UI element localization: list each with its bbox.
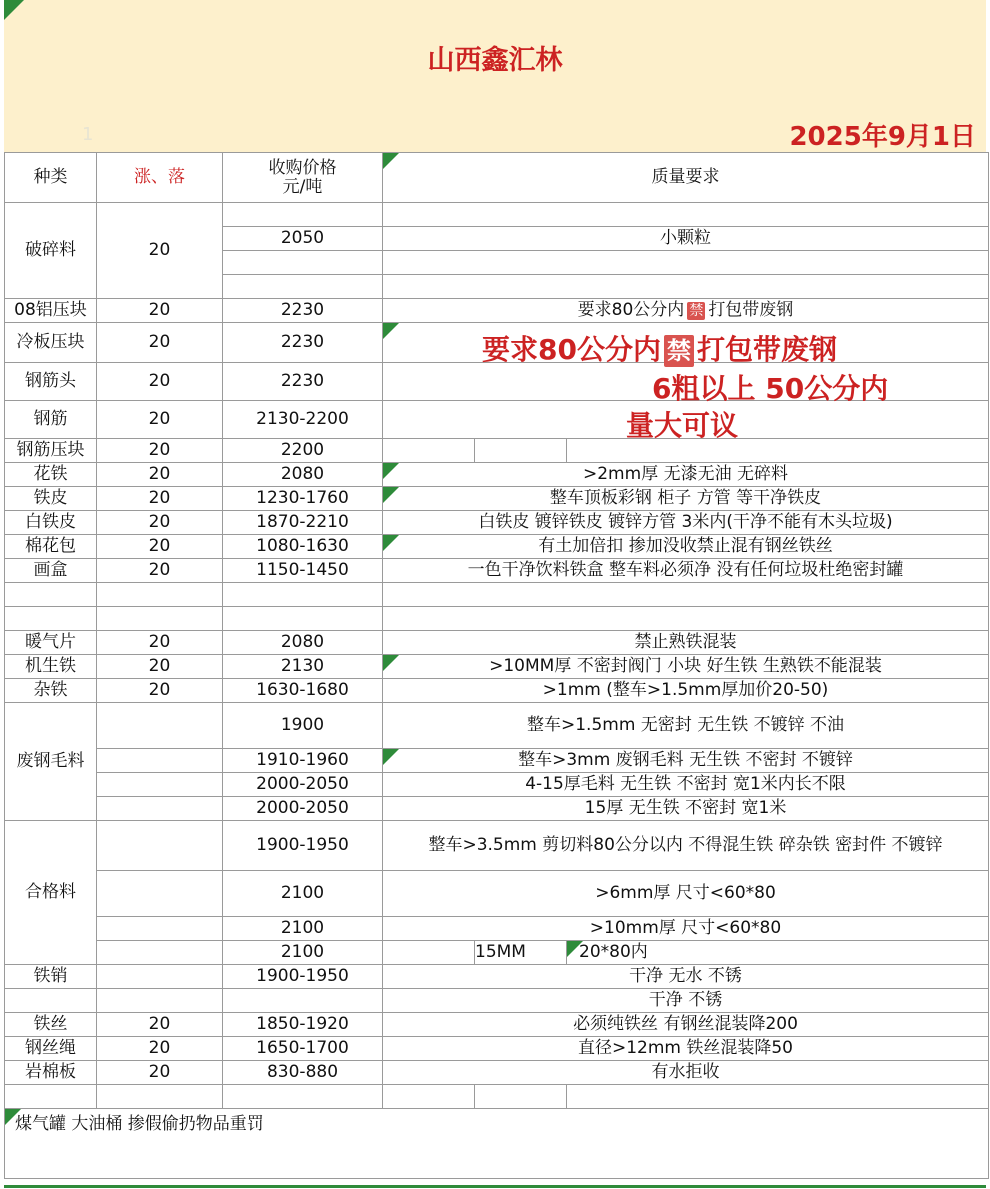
row-name: 铁皮	[5, 487, 97, 511]
corner-triangle-icon	[383, 463, 399, 479]
row-quality-part: 20*80内	[567, 941, 989, 965]
table-row	[5, 1085, 989, 1109]
row-quality: 必须纯铁丝 有钢丝混装降200	[383, 1013, 989, 1037]
bottom-border	[4, 1185, 986, 1188]
row-change: 20	[97, 655, 223, 679]
row-price: 1900	[223, 703, 383, 749]
table-row	[5, 511, 989, 535]
row-name: 钢筋压块	[5, 439, 97, 463]
row-quality: 15厚 无生铁 不密封 宽1米	[383, 797, 989, 821]
price-table	[4, 152, 989, 1179]
row-change: 20	[97, 535, 223, 559]
row-name: 破碎料	[5, 203, 97, 299]
table-row	[5, 797, 989, 821]
row-name: 暖气片	[5, 631, 97, 655]
row-quality: 整车>3mm 废钢毛料 无生铁 不密封 不镀锌	[383, 749, 989, 773]
empty-cell	[223, 251, 383, 275]
row-change: 20	[97, 487, 223, 511]
row-change: 20	[97, 1013, 223, 1037]
table-row	[5, 535, 989, 559]
row-price: 2230	[223, 323, 383, 363]
table-row	[5, 631, 989, 655]
corner-triangle-icon	[383, 749, 399, 765]
row-price: 1910-1960	[223, 749, 383, 773]
ban-icon: 禁	[689, 303, 704, 319]
row-change: 20	[97, 203, 223, 299]
row-name: 冷板压块	[5, 323, 97, 363]
corner-triangle-icon	[383, 655, 399, 671]
row-price: 1150-1450	[223, 559, 383, 583]
table-row	[5, 749, 989, 773]
empty-cell	[223, 583, 383, 607]
row-price: 1870-2210	[223, 511, 383, 535]
row-name: 废钢毛料	[5, 703, 97, 821]
empty-cell	[475, 1085, 567, 1109]
row-change: 20	[97, 1061, 223, 1085]
row-quality: >6mm厚 尺寸<60*80	[383, 871, 989, 917]
row-name: 钢筋头	[5, 363, 97, 401]
row-quality: 要求80公分内 禁 打包带废钢	[383, 299, 989, 323]
row-name: 机生铁	[5, 655, 97, 679]
row-quality-part: 15MM	[475, 941, 567, 965]
empty-cell	[5, 1085, 97, 1109]
row-price: 1630-1680	[223, 679, 383, 703]
row-change: 20	[97, 363, 223, 401]
row-change: 20	[97, 511, 223, 535]
row-price: 1230-1760	[223, 487, 383, 511]
row-name: 铁销	[5, 965, 97, 989]
row-price: 1650-1700	[223, 1037, 383, 1061]
col-price: 收购价格 元/吨	[223, 153, 383, 203]
empty-cell	[567, 1085, 989, 1109]
row-quality: 一色干净饮料铁盒 整车料必须净 没有任何垃圾杜绝密封罐	[383, 559, 989, 583]
row-name: 棉花包	[5, 535, 97, 559]
table-row	[5, 773, 989, 797]
footer-note: 煤气罐 大油桶 掺假偷扔物品重罚	[5, 1109, 989, 1179]
corner-triangle-icon	[383, 153, 399, 169]
row-name: 杂铁	[5, 679, 97, 703]
empty-cell	[97, 773, 223, 797]
row-name: 铁丝	[5, 1013, 97, 1037]
table-row	[5, 965, 989, 989]
empty-cell	[97, 607, 223, 631]
row-quality: >10MM厚 不密封阀门 小块 好生铁 生熟铁不能混装	[383, 655, 989, 679]
empty-cell	[383, 275, 989, 299]
empty-cell	[97, 703, 223, 749]
row-quality: 整车>3.5mm 剪切料80公分以内 不得混生铁 碎杂铁 密封件 不镀锌	[383, 821, 989, 871]
row-change: 20	[97, 323, 223, 363]
empty-cell	[97, 821, 223, 871]
row-name: 钢筋	[5, 401, 97, 439]
empty-cell	[383, 439, 475, 463]
col-change: 涨、落	[97, 153, 223, 203]
table-row	[5, 941, 989, 965]
row-quality: 有土加倍扣 掺加没收禁止混有钢丝铁丝	[383, 535, 989, 559]
footer-row	[5, 1109, 989, 1179]
empty-cell	[97, 583, 223, 607]
col-quality: 质量要求	[383, 153, 989, 203]
table-row	[5, 487, 989, 511]
overlay-note-3: 量大可议	[626, 409, 739, 442]
empty-cell	[5, 583, 97, 607]
row-name: 花铁	[5, 463, 97, 487]
overlay-note-1: 要求80公分内 禁 打包带废钢	[482, 333, 837, 366]
row-price: 2230	[223, 363, 383, 401]
table-row	[5, 1061, 989, 1085]
company-title: 山西鑫汇林	[427, 45, 563, 76]
row-price: 830-880	[223, 1061, 383, 1085]
table-row	[5, 583, 989, 607]
row-price: 2100	[223, 941, 383, 965]
corner-triangle-icon	[5, 1109, 21, 1125]
table-row	[5, 1037, 989, 1061]
row-name: 08铝压块	[5, 299, 97, 323]
table-row	[5, 703, 989, 749]
row-quality: 小颗粒	[383, 227, 989, 251]
table-row	[5, 299, 989, 323]
row-name: 钢丝绳	[5, 1037, 97, 1061]
row-quality: 有水拒收	[383, 1061, 989, 1085]
row-quality: 白铁皮 镀锌铁皮 镀锌方管 3米内(干净不能有木头垃圾)	[383, 511, 989, 535]
empty-cell	[97, 1085, 223, 1109]
row-price: 1850-1920	[223, 1013, 383, 1037]
empty-cell	[97, 941, 223, 965]
row-price: 2000-2050	[223, 773, 383, 797]
empty-cell	[383, 203, 989, 227]
empty-cell	[223, 1085, 383, 1109]
row-quality: >2mm厚 无漆无油 无碎料	[383, 463, 989, 487]
row-price: 2130	[223, 655, 383, 679]
col-type: 种类	[5, 153, 97, 203]
row-name: 合格料	[5, 821, 97, 965]
corner-triangle-icon	[567, 941, 583, 957]
table-row	[5, 679, 989, 703]
corner-triangle-icon	[383, 487, 399, 503]
row-price: 1900-1950	[223, 821, 383, 871]
empty-cell	[97, 917, 223, 941]
header-banner	[4, 0, 986, 152]
row-price: 2200	[223, 439, 383, 463]
row-price: 2000-2050	[223, 797, 383, 821]
table-row	[5, 871, 989, 917]
row-change: 20	[97, 631, 223, 655]
table-row	[5, 989, 989, 1013]
row-price: 2100	[223, 871, 383, 917]
empty-cell	[97, 989, 223, 1013]
empty-cell	[97, 871, 223, 917]
ban-icon: 禁	[664, 335, 694, 367]
empty-cell	[223, 989, 383, 1013]
table-row	[5, 917, 989, 941]
row-quality: 禁止熟铁混装	[383, 631, 989, 655]
table-row	[5, 559, 989, 583]
empty-cell	[97, 797, 223, 821]
table-header-row	[5, 153, 989, 203]
empty-cell	[383, 583, 989, 607]
empty-cell	[223, 203, 383, 227]
row-name: 岩棉板	[5, 1061, 97, 1085]
table-row	[5, 463, 989, 487]
table-row	[5, 203, 989, 227]
row-price: 2130-2200	[223, 401, 383, 439]
row-quality: >10mm厚 尺寸<60*80	[383, 917, 989, 941]
row-quality: 干净 不锈	[383, 989, 989, 1013]
table-row	[5, 439, 989, 463]
empty-cell	[383, 607, 989, 631]
row-change: 20	[97, 679, 223, 703]
row-change: 20	[97, 559, 223, 583]
row-quality: >1mm (整车>1.5mm厚加价20-50)	[383, 679, 989, 703]
row-change: 20	[97, 299, 223, 323]
empty-cell	[223, 275, 383, 299]
row-price: 2080	[223, 463, 383, 487]
row-quality: 整车顶板彩钢 柜子 方管 等干净铁皮	[383, 487, 989, 511]
empty-cell	[223, 607, 383, 631]
row-change: 20	[97, 439, 223, 463]
empty-cell	[475, 439, 567, 463]
corner-triangle-icon	[4, 0, 24, 20]
empty-cell	[383, 1085, 475, 1109]
table-row	[5, 607, 989, 631]
empty-cell	[383, 251, 989, 275]
table-row	[5, 821, 989, 871]
empty-cell	[97, 749, 223, 773]
row-price: 2050	[223, 227, 383, 251]
row-price: 1900-1950	[223, 965, 383, 989]
row-change: 20	[97, 463, 223, 487]
row-quality: 整车>1.5mm 无密封 无生铁 不镀锌 不油	[383, 703, 989, 749]
row-quality: 4-15厚毛料 无生铁 不密封 宽1米内长不限	[383, 773, 989, 797]
empty-cell	[97, 965, 223, 989]
empty-cell	[5, 989, 97, 1013]
row-quality: 直径>12mm 铁丝混装降50	[383, 1037, 989, 1061]
row-price: 2230	[223, 299, 383, 323]
row-price: 2080	[223, 631, 383, 655]
empty-cell	[5, 607, 97, 631]
row-quality: 干净 无水 不锈	[383, 965, 989, 989]
empty-cell	[383, 941, 475, 965]
overlay-note-2: 6粗以上 50公分内	[652, 372, 889, 405]
corner-triangle-icon	[383, 323, 399, 339]
row-change: 20	[97, 401, 223, 439]
row-price: 2100	[223, 917, 383, 941]
faint-mark: 1	[82, 124, 94, 145]
date-label: 2025年9月1日	[789, 122, 976, 152]
corner-triangle-icon	[383, 535, 399, 551]
table-row	[5, 1013, 989, 1037]
row-name: 白铁皮	[5, 511, 97, 535]
row-price: 1080-1630	[223, 535, 383, 559]
row-change: 20	[97, 1037, 223, 1061]
table-row	[5, 655, 989, 679]
row-name: 画盒	[5, 559, 97, 583]
